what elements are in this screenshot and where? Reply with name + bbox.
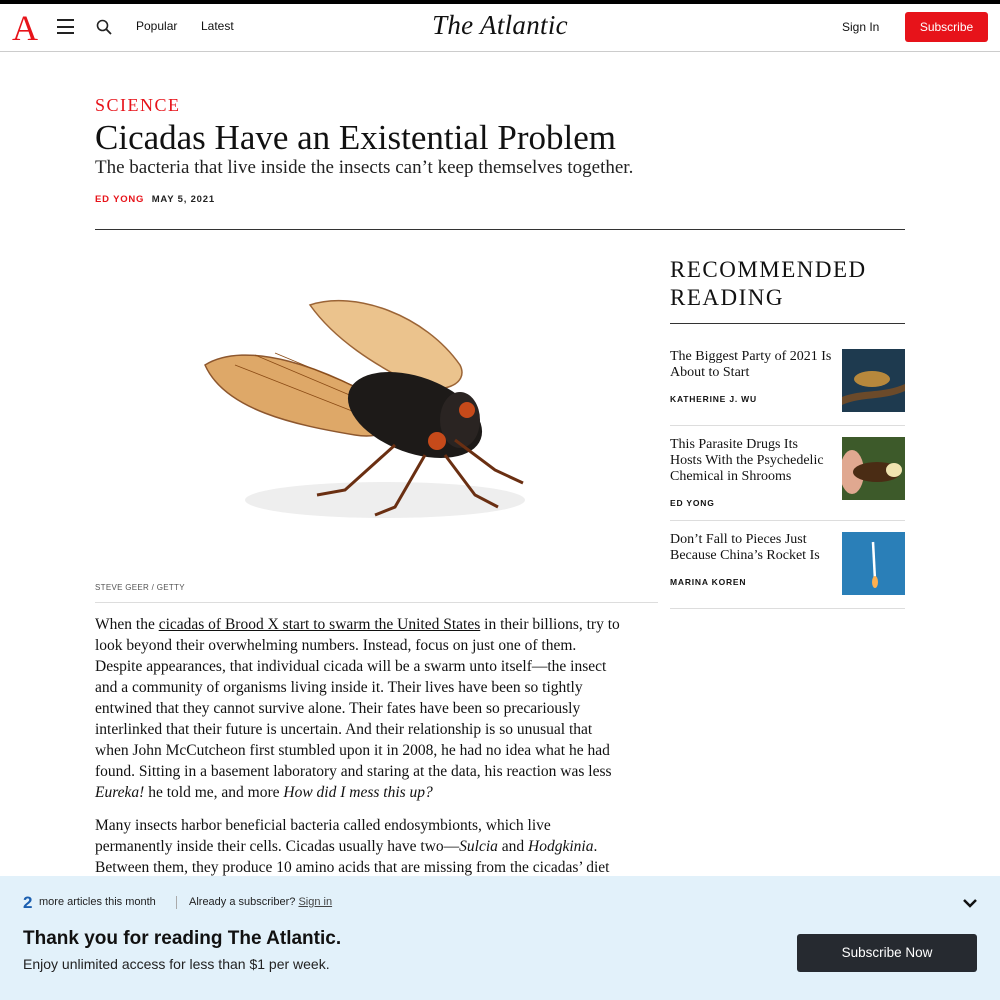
paywall-heading: Thank you for reading The Atlantic.	[23, 928, 342, 949]
recommended-reading-heading: RECOMMENDED READING	[670, 257, 867, 310]
article-subtitle: The bacteria that live inside the insects can’t keep themselves together.	[95, 157, 634, 178]
section-label[interactable]: SCIENCE	[95, 95, 181, 115]
sign-in-link[interactable]: Sign In	[842, 20, 880, 34]
recommended-item[interactable]	[670, 349, 905, 426]
paywall-sign-in-link[interactable]: Sign in	[298, 896, 333, 908]
recommended-item-title[interactable]: The Biggest Party of 2021 Is About to Start	[670, 349, 832, 380]
recommended-item-author: MARINA KOREN	[670, 577, 747, 587]
nav-latest-link[interactable]: Latest	[201, 19, 234, 33]
nav-popular-link[interactable]: Popular	[136, 19, 178, 33]
publish-date: MAY 5, 2021	[151, 194, 215, 205]
recommended-thumbnail[interactable]	[842, 532, 905, 595]
recommended-divider	[670, 323, 905, 324]
site-header	[0, 4, 1000, 52]
byline	[95, 194, 215, 205]
article-body	[95, 614, 625, 911]
recommended-thumbnail[interactable]	[842, 349, 905, 412]
paywall-divider	[176, 896, 177, 909]
caption-divider	[95, 602, 658, 603]
recommended-thumbnail[interactable]	[842, 437, 905, 500]
paragraph-1: When the cicadas of Brood X start to swarm the United States in their billions, try to look beyond their overwhelming numbers. Instead, focus on just one of them. Despite appearances, that individual cicada will be a swarm unto itself—the insect and a community of organisms living inside it. Their lives have been so tightly entwined that they cannot survive alone. Their fates have been so precariously interlinked that their future is uncertain. And their relationship is so unusual that when John McCutcheon first stumbled upon it in 2008, he had no idea what he had found. Sitting in a basement laboratory and staring at the data, his reaction was less Eureka! he told me, and more How did I mess this up?	[95, 616, 620, 801]
the-atlantic-wordmark[interactable]: The Atlantic	[432, 10, 568, 40]
recommended-item[interactable]	[670, 437, 905, 521]
author-link[interactable]: ED YONG	[95, 194, 145, 205]
recommended-item-title[interactable]: This Parasite Drugs Its Hosts With the Psychedelic Chemical in Shrooms	[670, 437, 824, 484]
articles-remaining-count: 2	[23, 893, 33, 912]
atlantic-a-logo[interactable]: A	[12, 8, 38, 48]
chevron-down-icon[interactable]	[962, 896, 978, 910]
brood-x-link[interactable]: cicadas of Brood X start to swarm the United States	[158, 616, 481, 633]
articles-remaining-text: more articles this month	[39, 896, 156, 908]
header-divider	[95, 229, 905, 230]
recommended-item-title[interactable]: Don’t Fall to Pieces Just Because China’s Rocket Is	[670, 532, 820, 563]
paywall-subtext: Enjoy unlimited access for less than $1 per week.	[23, 956, 330, 972]
already-subscriber-text: Already a subscriber? Sign in	[189, 896, 333, 908]
article-title: Cicadas Have an Existential Problem	[95, 118, 616, 157]
subscribe-now-button[interactable]: Subscribe Now	[797, 934, 977, 972]
recommended-item[interactable]	[670, 532, 905, 609]
subscribe-button[interactable]: Subscribe	[905, 12, 988, 42]
recommended-item-author: KATHERINE J. WU	[670, 394, 757, 404]
cicada-hero-image	[95, 245, 658, 575]
image-caption: STEVE GEER / GETTY	[95, 583, 185, 592]
recommended-item-author: ED YONG	[670, 498, 715, 508]
paywall-banner	[0, 876, 1000, 1000]
paragraph-2: Many insects harbor beneficial bacteria called endosymbionts, which live permanently inside their cells. Cicadas usually have two—Sulcia and Hodgkinia. Between them, they produce 10 amino acids that are missing from the cicadas’ diet	[95, 817, 610, 876]
